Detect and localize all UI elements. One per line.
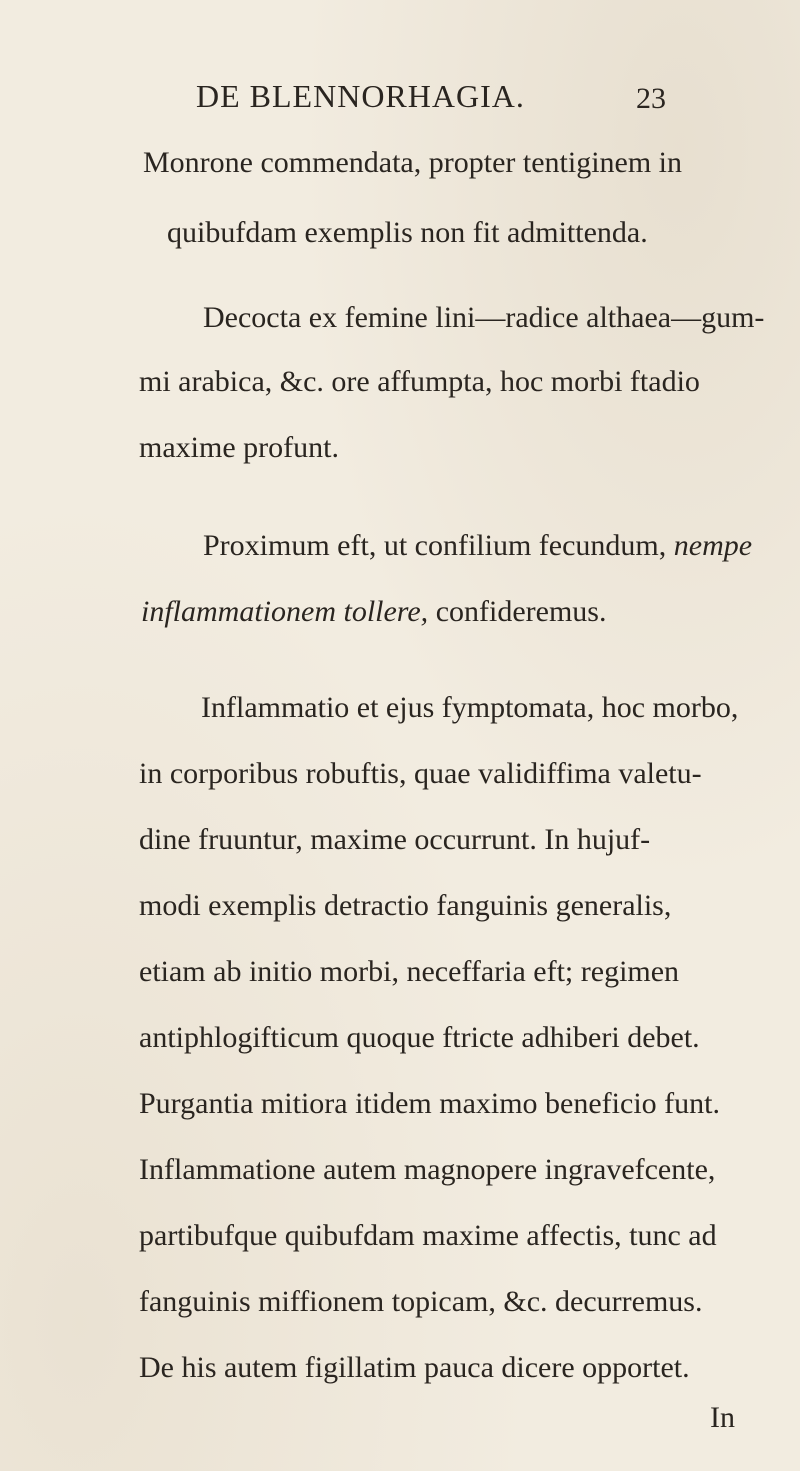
text-line: in corporibus robuftis, quae validiffima valetu- bbox=[139, 757, 702, 790]
running-title: DE BLENNORHAGIA. bbox=[196, 78, 525, 114]
text-line bbox=[141, 597, 606, 627]
text-line: Monrone commendata, propter tentiginem in bbox=[143, 146, 683, 179]
text-line: mi arabica, &c. ore affumpta, hoc morbi ftadio bbox=[139, 365, 700, 398]
page-number: 23 bbox=[636, 82, 666, 115]
italic-text-run: inflammationem tollere, bbox=[141, 595, 429, 628]
text-line: Decocta ex femine lini—radice althaea—gum- bbox=[203, 301, 765, 334]
text-line: modi exemplis detractio fanguinis generalis, bbox=[139, 889, 672, 922]
text-line: Purgantia mitiora itidem maximo beneficio funt. bbox=[139, 1087, 720, 1120]
text-line: fanguinis miffionem topicam, &c. decurremus. bbox=[139, 1285, 703, 1318]
text-line: Inflammatio et ejus fymptomata, hoc morbo, bbox=[201, 691, 739, 724]
italic-text-run: nempe bbox=[673, 529, 753, 562]
text-line: etiam ab initio morbi, neceffaria eft; regimen bbox=[139, 955, 680, 988]
text-line: antiphlogifticum quoque ftricte adhiberi debet. bbox=[139, 1021, 700, 1054]
text-line: Inflammatione autem magnopere ingravefcente, bbox=[139, 1153, 716, 1186]
catchword: In bbox=[710, 1401, 735, 1434]
text-line: maxime profunt. bbox=[139, 431, 339, 464]
text-line: partibufque quibufdam maxime affectis, tunc ad bbox=[139, 1219, 717, 1252]
page-header bbox=[196, 78, 666, 128]
text-line bbox=[203, 531, 752, 561]
text-line: quibufdam exemplis non fit admittenda. bbox=[167, 216, 648, 249]
text-run: confideremus. bbox=[435, 595, 607, 628]
text-line: dine fruuntur, maxime occurrunt. In hujuf- bbox=[139, 823, 651, 856]
text-line: De his autem figillatim pauca dicere opportet. bbox=[139, 1351, 690, 1384]
text-run: Proximum eft, ut confilium fecundum, bbox=[203, 529, 667, 562]
